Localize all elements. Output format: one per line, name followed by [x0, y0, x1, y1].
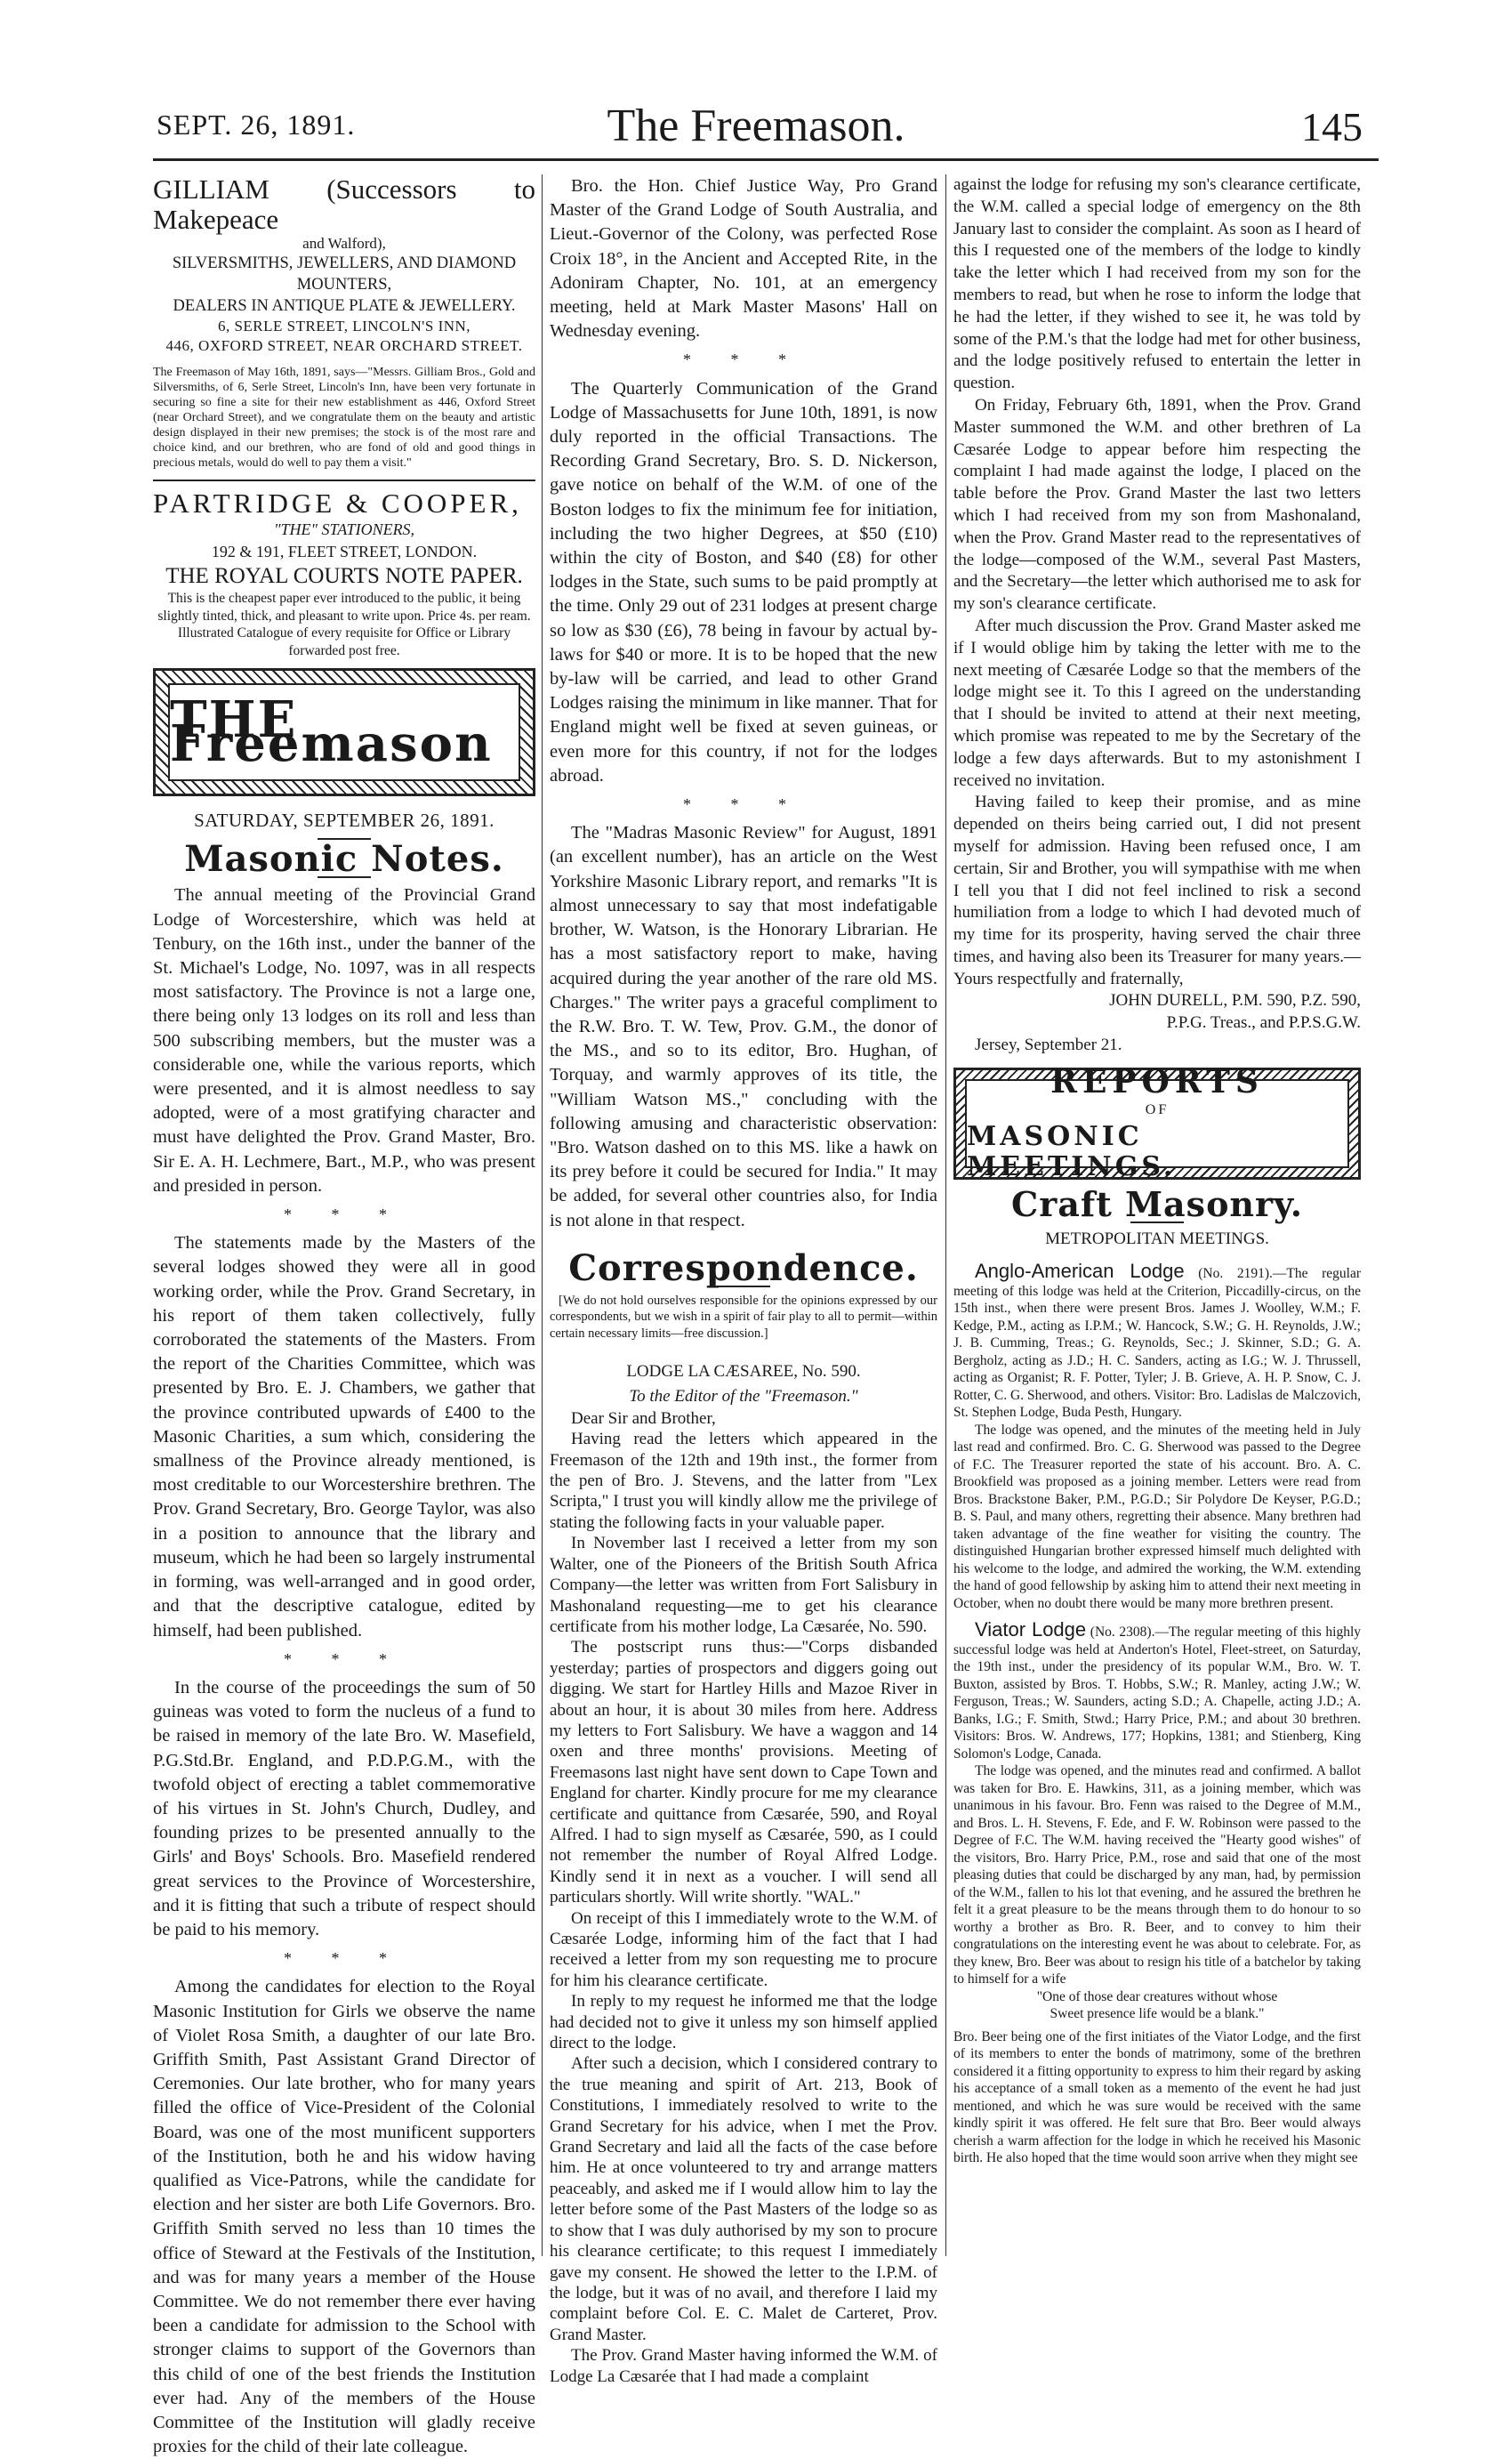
letter-salutation: Dear Sir and Brother,	[571, 1408, 716, 1428]
masthead-rule	[153, 158, 1379, 161]
gilliam-line5: 446, OXFORD STREET, NEAR ORCHARD STREET.	[165, 337, 523, 354]
signature-name: JOHN DURELL, P.M. 590, P.Z. 590,	[1109, 991, 1361, 1011]
reports-banner	[953, 1063, 1361, 1183]
gilliam-quote: The Freemason of May 16th, 1891, says—"Messrs. Gilliam Bros., Gold and Silversmiths, of 6, Serle Street, Lincoln's Inn, have been very fortunate in securing so fine a site for their new establishment as 446, Oxford Street (near Orchard Street), and we congratulate them on the beauty and artistic design displayed in their new premises; the stock is of the most rare and choice kind, and our brethren, who are fond of old and good things in precious metals, would do well to pay them a visit."	[153, 366, 535, 470]
letter-para-3: The postscript runs thus:—"Corps disbanded yesterday; parties of prospectors and diggers going out digging. We start for Hartley Hills and Mazoe River in about an hour, it is about 30 miles from here. Address my letters to Fort Salisbury. We have a waggon and 14 oxen and three months' provisions. Meeting of Freemasons last night have sent down to Cape Town and England for charter. Kindly procure for me my clearance certificate and quittance from Cæsarée, 590, and Royal Alfred. I had to sign myself as Cæsarée, 590, as I could not remember the number of Royal Alfred Lodge. Kindly send it in next as a voucher. I will send all particulars shortly. Will write shortly. "WAL."	[550, 1638, 937, 1907]
masonic-meetings-word: MASONIC MEETINGS.	[967, 1121, 1177, 1183]
masthead	[0, 0, 1512, 151]
viator-report: (No. 2308).—The regular meeting of this highly successful lodge was held at Anderton's Hotel, Fleet-street, on Saturday, the 19th inst., under the presidency of its popular W.M., Bro. W. T. Buxton, assisted by Bros. T. Hobbs, S.W.; R. Manley, acting J.W.; W. Ferguson, Treas.; W. Saunders, acting S.D.; A. Chapelle, acting J.D.; A. Banks, I.G.; F. Smith, Stwd.; Harry Price, P.M.; and about 30 brethren. Visitors: Bros. W. Andrews, 177; Hopkins, 1381; and Stienberg, King Solomon's Lodge, Canada.	[953, 1625, 1362, 1762]
letter-para-7: The Prov. Grand Master having informed the W.M. of Lodge La Cæsarée that I had made a complaint	[550, 2346, 937, 2386]
letter-para-1: Having read the letters which appeared in the Freemason of the 12th and 19th inst., the former from the pen of Bro. J. Stevens, and the latter from "Lex Scripta," I trust you will kindly allow me the privilege of stating the following facts in your valuable paper.	[550, 1430, 937, 1532]
anglo-american-report-2: The lodge was opened, and the minutes of the meeting held in July last read and confirmed. Bro. C. G. Sherwood was passed to the Degree of F.C. The Treasurer reported the state of his account. Bro. A. C. Brookfield was proposed as a joining member. Letters were read from Bros. Brackstone Baker, P.M., P.G.D.; Sir Polydore De Keyser, P.G.D.; B. S. Paul, and many others, regretting their absence. Many brethren had taken advantage of the fine weather for visiting the country. The distinguished Hungarian brother expressed himself much delighted with his welcome to the lodge, and admired the working, the W.M. extending the hand of good fellowship by asking him to attend their next meeting in October, when no doubt there would be many more brethren present.	[953, 1422, 1361, 1611]
letter-para-5: In reply to my request he informed me that the lodge had decided not to give it unless my son himself applied direct to the lodge.	[550, 1992, 937, 2053]
gilliam-heading: GILLIAM (Successors to Makepeace	[153, 173, 535, 235]
letter-place-date: Jersey, September 21.	[975, 1036, 1122, 1055]
viator-report-3: Bro. Beer being one of the first initiates of the Viator Lodge, and the first of its members to enter the bonds of matrimony, some of the brethren considered it a fitting opportunity to express to him their regard by asking his acceptance of a small token as a memento of the event he had just mentioned, and which he was sure would be received with the same kindly spirit it was offered. He felt sure that Bro. Beer would always cherish a warm affection for the lodge in which he received his Masonic birth. He also hoped that the time would soon arrive when they might see	[953, 2028, 1362, 2166]
craft-masonry-heading: Craft Masonry.	[1010, 1183, 1304, 1224]
royal-courts-note-paper: THE ROYAL COURTS NOTE PAPER.	[165, 564, 523, 588]
letter-para-6: After such a decision, which I considered contrary to the true meaning and spirit of Art. 213, Book of Constitutions, I immediately resolved to write to the Grand Secretary for his advice, when I met the Prov. Grand Secretary and laid all the facts of the case before him. He at once volunteered to try and arrange matters peaceably, and asked me if I would allow him to lay the letter before some of the Past Masters of the lodge so as to show that I was duly authorised by my son to procure his clearance certificate; to this request I immediately gave my consent. He showed the letter to the I.P.M. of the lodge, but it was of no avail, and therefore I laid my complaint before Col. E. C. Malet de Carteret, Prov. Grand Master.	[550, 2054, 937, 2344]
metropolitan-meetings: METROPOLITAN MEETINGS.	[1045, 1229, 1269, 1248]
note-chief-justice-way: Bro. the Hon. Chief Justice Way, Pro Grand Master of the Grand Lodge of South Australia, and Lieut.-Governor of the Colony, was perfected Rose Croix 18°, in the Ancient and Accepted Rite, in the Adoniram Chapter, No. 101, at an emergency meeting, held at Mark Master Masons' Hall on Wednesday evening.	[550, 176, 937, 342]
letter-para-10: After much discussion the Prov. Grand Master asked me if I would oblige him by taking the letter with me to the next meeting of Cæsarée Lodge so that the members of the lodge might see it. To this I agreed on the understanding that I should be invited to attend at their next meeting, which promise was repeated to me by the Secretary of the lodge a few days afterwards. But to my astonishment I received no invitation.	[953, 616, 1361, 790]
reports-of: OF	[1145, 1102, 1170, 1118]
note-masters-statements: The statements made by the Masters of the several lodges showed they were all in good working order, while the Prov. Grand Secretary, in his report of them taken collectively, fully corroborated the statements of the Masters. From the report of the Charities Committee, which was presented by Bro. E. J. Chambers, we gather that the province contributed upwards of £400 to the Masonic Charities, a sum which, considering the smallness of the Province already mentioned, is most creditable to our Worcestershire brethren. The Prov. Grand Secretary, Bro. George Taylor, was also in a position to announce that the library and museum, which he had been so largely instrumental in forming, was well-arranged and in good order, and that the descriptive catalogue, edited by himself, had been published.	[153, 1233, 535, 1641]
newspaper-title: The Freemason.	[607, 101, 905, 151]
partridge-body: This is the cheapest paper ever introduced to the public, it being slightly tinted, thick, and pleasant to write upon. Price 4s. per ream.	[157, 591, 531, 624]
column-2: Bro. the Hon. Chief Justice Way, Pro Grand Master of the Grand Lodge of South Australia, and Lieut.-Governor of the Colony, was perfected Rose Croix 18°, in the Ancient and Accepted Rite, in the Adoniram Chapter, No. 101, at an emergency meeting, held at Mark Master Masons' Hall on Wednesday evening. * * * The Quarterly Communication of the Grand Lodge of Massachusetts for June 10th, 1891, is now duly reported in the official Transactions. The Recording Grand Secretary, Bro. S. D. Nickerson, gave notice on behalf of the W.M. of one of the Boston lodges to fix the minimum fee for initiation, including the two higher Degrees, at $50 (£10) within the city of Boston, and $40 (£8) for other lodges in the State, such sums to be paid promptly at the time. Only 29 out of 231 lodges at present charge so low as $30 (£6), 78 being in favour by actual by-laws for $40 or more. It is to be hoped that the new by-law will be carried, and lead to other Grand Lodges raising the minimum in like manner. That for England might well be fixed at seven guineas, or even more for this country, if not for the lodges abroad. * * * The "Madras Masonic Review" for August, 1891 (an excellent number), has an article on the West Yorkshire Masonic Library report, and remarks "It is almost unnecessary to say that most indefatigable brother, W. Watson, is the Honorary Librarian. He has a most satisfactory report to make, having acquired during the year another of the rare old MS. Charges." The writer pays a graceful compliment to the R.W. Bro. T. W. Tew, Prov. G.M., the donor of the MS., and so to its editor, Bro. Hughan, of Torquay, and warmly approves of its title, the "William Watson MS.," concluding with the following amusing and characteristic observation: "Bro. Watson dashed on to this MS. like a hawk on its prey before it could be secured for India." It may be added, for several other countries also, for India is not alone in that respect. Correspondence. [We do not hold ourselves responsible for the opinions expressed by our correspondents, but we wish in a spirit of fair play to all to permit—within certain necessary limits—free discussion.] LODGE LA CÆSAREE, No. 590. To the Editor of the "Freemason." Dear Sir and Brother, Having read the letters which appeared in the Freemason of the 12th and 19th inst., the former from the pen of Bro. J. Stevens, and the latter from "Lex Scripta," I trust you will kindly allow me the privilege of stating the following facts in your valuable paper. In November last I received a letter from my son Walter, one of the Pioneers of the British South Africa Company—the letter was written from Fort Salisbury in Mashonaland requesting—me to get his clearance certificate from his mother lodge, La Cæsarée, No. 590. The postscript runs thus:—"Corps disbanded yesterday; parties of prospectors and diggers going out digging. We start for Hartley Hills and Mazoe River in about an hour, it is about 30 miles from here. Address my letters to Fort Salisbury. We have a waggon and 14 oxen and three months' provisions. Meeting of Freemasons last night have sent down to Cape Town and England for charter. Kindly procure for me my clearance certificate and quittance from Cæsarée, 590, and Royal Alfred. I had to sign myself as Cæsarée, 590, as I could not remember the number of Royal Alfred Lodge. Kindly send it in next as a voucher. I will send all particulars shortly. Will write shortly. "WAL." On receipt of this I immediately wrote to the W.M. of Cæsarée Lodge, informing him of the fact that I had received a letter from my son requesting me to procure for him his clearance certificate. In reply to my request he informed me that the lodge had decided not to give it unless my son himself applied direct to the lodge. After such a decision, which I considered contrary to the true meaning and spirit of Art. 213, Book of Constitutions, I immediately resolved to write to the Grand Secretary for his advice, when I met the Prov. Grand Secretary and laid all the facts of the case before him. He at once volunteered to try and arrange matters peaceably, and asked me if I would allow him to lay the letter before some of the Past Masters of the lodge so as to show that I was duly authorised by my son to procure his clearance certificate; to this request I immediately gave my consent. He showed the letter to the I.P.M. of the lodge, but it was of no avail, and therefore I laid my complaint before Col. E. C. Malet de Carteret, Prov. Grand Master. The Prov. Grand Master having informed the W.M. of Lodge La Cæsarée that I had made a complaint	[550, 176, 937, 2386]
note-madras-review: The "Madras Masonic Review" for August, 1891 (an excellent number), has an article on the West Yorkshire Masonic Library report, and remarks "It is almost unnecessary to say that most indefatigable brother, W. Watson, is the Honorary Librarian. He has a most satisfactory report to make, having acquired during the year another of the rare old MS. Charges." The writer pays a graceful compliment to the R.W. Bro. T. W. Tew, Prov. G.M., the donor of the MS., and so to its editor, Bro. Hughan, of Torquay, and warmly approves of its title, the "William Watson MS.," concluding with the following amusing and characteristic observation: "Bro. Watson dashed on to this MS. like a hawk on its prey before it could be secured for India." It may be added, for several other countries also, for India is not alone in that respect.	[550, 823, 937, 1230]
gilliam-line1: SILVERSMITHS, JEWELLERS, AND DIAMOND	[172, 254, 517, 272]
saturday-date: SATURDAY, SEPTEMBER 26, 1891.	[194, 810, 495, 831]
letter-para-8: against the lodge for refusing my son's clearance certificate, the W.M. called a special lodge of emergency on the 8th January last to consider the complaint. As soon as I heard of this I requested one of the members of the lodge to kindly take the letter which I had received from my son for the members to read, but when he rose to inform the lodge that he had the letter, if they wished to see it, he was told by some of the P.M.'s that the lodge had met for other business, and the lodge positively refused to entertain the letter in question.	[953, 175, 1361, 393]
column-3	[953, 174, 1361, 2167]
note-massachusetts: The Quarterly Communication of the Grand Lodge of Massachusetts for June 10th, 1891, is now duly reported in the official Transactions. The Recording Grand Secretary, Bro. S. D. Nickerson, gave notice on behalf of the W.M. of one of the Boston lodges to fix the minimum fee for initiation, including the two higher Degrees, at $50 (£10) within the city of Boston, and $40 (£8) for other lodges in the State, such sums to be paid promptly at the time. Only 29 out of 231 lodges at present charge so low as $30 (£6), 78 being in favour by actual by-laws for $40 or more. It is to be hoped that the new by-law will be carried, and lead to other Grand Lodges raising the minimum in like manner. That for England might well be fixed at seven guineas, or even more for this country, if not for the lodges abroad.	[550, 378, 937, 786]
masonic-notes-heading: Masonic Notes.	[184, 838, 504, 881]
viator-lodge-heading: Viator Lodge	[975, 1618, 1087, 1641]
gilliam-line4: 6, SERLE STREET, LINCOLN'S INN,	[217, 318, 471, 335]
section-stars: * * *	[284, 1205, 405, 1224]
letter-para-2: In November last I received a letter from my son Walter, one of the Pioneers of the British South Africa Company—the letter was written from Fort Salisbury in Mashonaland requesting—me to get his clearance certificate from his mother lodge, La Cæsarée, No. 590.	[550, 1534, 937, 1636]
correspondence-heading: Correspondence.	[568, 1246, 919, 1289]
anglo-american-report: (No. 2191).—The regular meeting of this lodge was held at the Criterion, Piccadilly-circus, on the 15th inst., when there were present Bros. James J. Woolley, W.M.; F. Kedge, P.M., acting as I.P.M.; W. Hancock, S.W.; G. H. Reynolds, J.W.; J. B. Cumming, Treas.; G. Reynolds, Sec.; J. Skinner, S.D.; G. A. Bergholz, acting as J.D.; H. C. Sanders, acting as I.G.; W. J. Thrussell, acting as Organist; R. F. Potter, Tyler; J. B. Grieve, A. H. P. Snow, C. J. Rotter, C. G. Sherwood, and others. Visitor: Bro. Ladislas de Malczovich, St. Stephen Lodge, Buda Pesth, Hungary.	[953, 1266, 1361, 1421]
correspondence-disclaimer: [We do not hold ourselves responsible for the opinions expressed by our correspondents, but we wish in a spirit of fair play to all to permit—within certain necessary limits—free discussion.]	[550, 1293, 937, 1341]
anglo-american-lodge-heading: Anglo-American Lodge	[975, 1260, 1185, 1283]
partridge-sub: "THE" STATIONERS,	[273, 520, 415, 538]
letter-to-editor: To the Editor of the "Freemason."	[629, 1386, 858, 1406]
verse-line-1: "One of those dear creatures without whose	[1036, 1988, 1278, 2004]
verse-line-2: Sweet presence life would be a blank."	[1050, 2006, 1265, 2022]
page-number: 145	[1301, 104, 1363, 149]
column-divider-2	[945, 174, 946, 2256]
freemason-logo-text: THE Freemason	[170, 689, 493, 773]
reports-word: REPORTS	[1050, 1063, 1264, 1101]
column-divider-1	[542, 174, 543, 2256]
note-violet-smith: Among the candidates for election to the Royal Masonic Institution for Girls we observe the name of Violet Rosa Smith, a daughter of our late Bro. Griffith Smith, Past Assistant Grand Director of Ceremonies. Our late brother, who for many years filled the office of Vice-President of the Colonial Board, was one of the most munificent supporters of the Institution, both he and his widow having qualified as Vice-Patrons, while the candidate for election and her sister are both Life Governors. Bro. Griffith Smith served no less than 10 times the office of Steward at the Festivals of the Institution, and was for many years a member of the House Committee. We do not remember there ever having been a candidate for admission to the School with stronger claims to support of the Governors than this child of one of the best friends the Institution ever had. Any of the members of the House Committee of the Institution will gladly receive proxies for the child of their late colleague.	[153, 1977, 535, 2457]
issue-date: SEPT. 26, 1891.	[157, 109, 356, 141]
letter-para-4: On receipt of this I immediately wrote to the W.M. of Cæsarée Lodge, informing him of the fact that I had received a letter from my son requesting me to procure for him his clearance certificate.	[550, 1908, 937, 1990]
letter-para-11: Having failed to keep their promise, and as mine depended on theirs being carried out, I did not present myself for admission. Having been refused once, I am certain, Sir and Brother, you will sympathise with me when I tell you that I did not feel inclined to risk a second humiliation from a lodge to which I had devoted much of my time for its prosperity, having served the chair three times, and having also been its Treasurer for many years.—Yours respectfully and fraternally,	[953, 793, 1361, 988]
partridge-address: 192 & 191, FLEET STREET, LONDON.	[211, 543, 478, 560]
letter-title: LODGE LA CÆSAREE, No. 590.	[626, 1362, 861, 1382]
freemason-logo	[153, 668, 535, 796]
advert-divider	[153, 480, 535, 481]
letter-para-9: On Friday, February 6th, 1891, when the Prov. Grand Master summoned the W.M. and other brethren of La Cæsarée Lodge to appear before him respecting the complaint I had made against the lodge, I placed on the table before the Prov. Grand Master the last two letters which I had received from my son from Mashonaland, when the Prov. Grand Master read to the representatives of the lodge—composed of the W.M., several Past Masters, and the Secretary—the letter which authorised me to ask for my son's clearance certificate.	[953, 395, 1361, 614]
gilliam-sub: and Walford),	[302, 235, 386, 252]
signature-titles: P.P.G. Treas., and P.P.S.G.W.	[1166, 1013, 1361, 1033]
gilliam-advert	[153, 174, 535, 471]
note-masefield: In the course of the proceedings the sum of 50 guineas was voted to form the nucleus of a fund to be raised in memory of the late Bro. W. Masefield, P.G.Std.Br. England, and P.D.P.G.M., with the twofold object of erecting a tablet commemorative of his virtues in St. John's Church, Dudley, and founding prizes to be presented annually to the Girls' and Boys' Schools. Bro. Masefield rendered great services to the Province of Worcestershire, and it is fitting that such a tribute of respect should be paid to his memory.	[153, 1677, 535, 1939]
gilliam-line2: MOUNTERS,	[296, 276, 392, 294]
partridge-advert	[153, 488, 535, 659]
gilliam-line3: DEALERS IN ANTIQUE PLATE & JEWELLERY.	[173, 297, 516, 315]
note-worcestershire: The annual meeting of the Provincial Grand Lodge of Worcestershire, which was held at Tenbury, on the 16th inst., under the banner of the St. Michael's Lodge, No. 1097, was in all respects most satisfactory. The Province is not a large one, there being only 13 lodges on its roll and less than 500 subscribing members, but the muster was a considerable one, while the various reports, which were presented, and it is almost needless to say adopted, were of a most gratifying character and must have delighted the Prov. Grand Master, Bro. Sir E. A. H. Lechmere, Bart., M.P., who was present and presided in person.	[153, 885, 535, 1196]
column-1: GILLIAM (Successors to Makepeace and Walford), SILVERSMITHS, JEWELLERS, AND DIAMOND MOUNTERS, DEALERS IN ANTIQUE PLATE & JEWELLERY. 6, SERLE STREET, LINCOLN'S INN, 446, OXFORD STREET, NEAR ORCHARD STREET. The Freemason of May 16th, 1891, says—"Messrs. Gilliam Bros., Gold and Silversmiths, of 6, Serle Street, Lincoln's Inn, have been very fortunate in securing so fine a site for their new establishment as 446, Oxford Street (near Orchard Street), and we congratulate them on the beauty and artistic design displayed in their new premises; the stock is of the most rare and choice kind, and our brethren, who are fond of old and good things in precious metals, would do well to pay them a visit." PARTRIDGE & COOPER, "THE" STATIONERS, 192 & 191, FLEET STREET, LONDON. THE ROYAL COURTS NOTE PAPER. This is the cheapest paper ever introduced to the public, it being slightly tinted, thick, and pleasant to write upon. Price 4s. per ream. Illustrated Catalogue of every requisite for Office or Library forwarded post free. THE Freemason SATURDAY, SEPTEMBER 26, 1891. Masonic Notes. The annual meeting of the Provincial Grand Lodge of Worcestershire, which was held at Tenbury, on the 16th inst., under the banner of the St. Michael's Lodge, No. 1097, was in all respects most satisfactory. The Province is not a large one, there being only 13 lodges on its roll and less than 500 subscribing members, but the muster was a considerable one, while the various reports, which were presented, and it is almost needless to say adopted, were of a most gratifying character and must have delighted the Prov. Grand Master, Bro. Sir E. A. H. Lechmere, Bart., M.P., who was present and presided in person. * * * The statements made by the Masters of the several lodges showed they were all in good working order, while the Prov. Grand Secretary, in his report of them taken collectively, fully corroborated the statements of the Masters. From the report of the Charities Committee, which was presented by Bro. E. J. Chambers, we gather that the province contributed upwards of £400 to the Masonic Charities, a sum which, considering the smallness of the Province already mentioned, is most creditable to our Worcestershire brethren. The Prov. Grand Secretary, Bro. George Taylor, was also in a position to announce that the library and museum, which he had been so largely instrumental in forming, was well-arranged and in good order, and that the descriptive catalogue, edited by himself, had been published. * * * In the course of the proceedings the sum of 50 guineas was voted to form the nucleus of a fund to be raised in memory of the late Bro. W. Masefield, P.G.Std.Br. England, and P.D.P.G.M., with the twofold object of erecting a tablet commemorative of his virtues in St. John's Church, Dudley, and founding prizes to be presented annually to the Girls' and Boys' Schools. Bro. Masefield rendered great services to the Province of Worcestershire, and it is fitting that such a tribute of respect should be paid to his memory. * * * Among the candidates for election to the Royal Masonic Institution for Girls we observe the name of Violet Rosa Smith, a daughter of our late Bro. Griffith Smith, Past Assistant Grand Director of Ceremonies. Our late brother, who for many years filled the office of Vice-President of the Colonial Board, was one of the most munificent supporters of the Institution, both he and his widow having qualified as Vice-Patrons, while the candidate for election and her sister are both Life Governors. Bro. Griffith Smith served no less than 10 times the office of Steward at the Festivals of the Institution, and was for many years a member of the House Committee. We do not remember there ever having been a candidate for admission to the School with stronger claims to support of the Governors than this child of one of the best friends the Institution ever had. Any of the members of the House Committee of the Institution will gladly receive proxies for the child of their late colleague.	[153, 174, 535, 2459]
partridge-heading: PARTRIDGE & COOPER,	[153, 488, 522, 519]
viator-report-2: The lodge was opened, and the minutes read and confirmed. A ballot was taken for Bro. E. Hawkins, 311, as a joining member, which was unanimous in his favour. Bro. Fenn was raised to the Degree of M.M., and Bros. L. H. Stevens, F. Ede, and F. W. Robinson were passed to the Degree of F.C. The W.M. having received the "Hearty good wishes" of the visitors, Bro. Harry Price, P.M., rose and said that one of the most pleasing duties that could be discharged by any man, had, by permission of the W.M., fallen to his lot that evening, and he assured the brethren he felt it a great pleasure to be the means through them to do honour to so worthy a brother as Bro. R. Beer, and to convey to him their congratulations on the interesting event he was about to celebrate. For, as they knew, Bro. Beer was about to resign his title of a batchelor by taking to himself for a wife	[953, 1763, 1361, 1987]
partridge-catalogue: Illustrated Catalogue of every requisite for Office or Library forwarded post free.	[177, 625, 511, 658]
